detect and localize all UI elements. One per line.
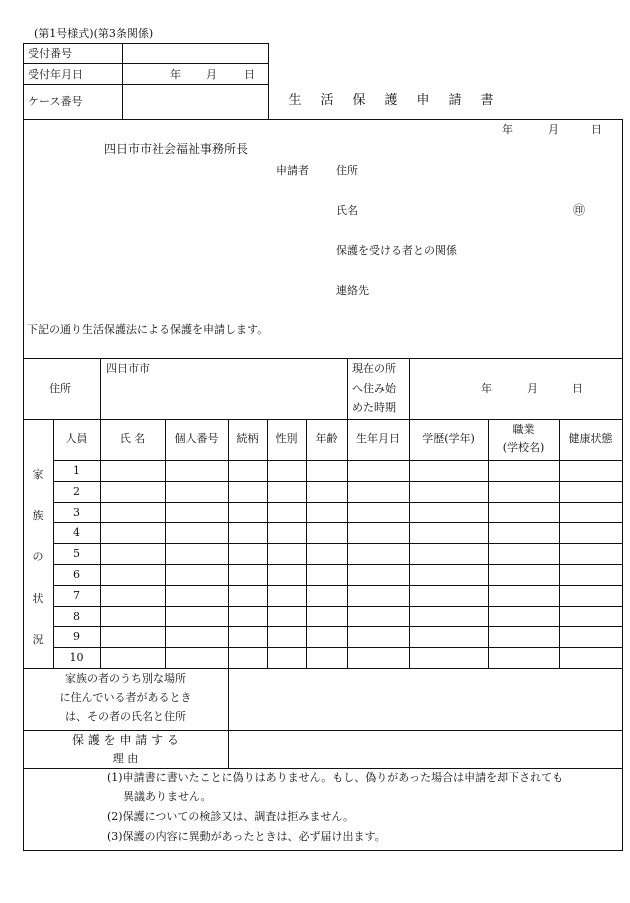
family-row-divider	[53, 481, 623, 482]
seal-mark: ㊞	[573, 203, 586, 217]
office-box-divider	[23, 84, 268, 85]
addressee: 四日市市社会福祉事務所長	[104, 142, 249, 156]
header-job-line2: (学校名)	[502, 441, 545, 454]
office-box-divider	[23, 63, 268, 64]
family-table-top-border	[23, 419, 623, 420]
residence-city: 四日市市	[106, 362, 150, 375]
family-row-divider	[53, 502, 623, 503]
family-row-divider	[53, 626, 623, 627]
header-birth-date: 生年月日	[356, 432, 400, 445]
applicant-address-label: 住所	[336, 164, 358, 177]
family-row-number: 7	[73, 589, 80, 602]
family-row-divider	[53, 522, 623, 523]
family-row-divider	[53, 564, 623, 565]
family-row-number: 10	[69, 651, 84, 664]
pledge-1-line2: 異議ありません。	[123, 790, 212, 803]
application-year-unit: 年	[502, 123, 513, 136]
family-row-number: 6	[73, 568, 80, 581]
applicant-label: 申請者	[276, 164, 309, 177]
header-health: 健康状態	[568, 432, 613, 445]
relation-label: 保護を受ける者との関係	[336, 244, 457, 257]
header-sex: 性別	[275, 432, 298, 445]
header-persons: 人員	[65, 432, 88, 445]
residence-since-line2: へ住み始	[352, 382, 396, 395]
family-side-label-char: 族	[32, 509, 44, 522]
family-side-label-char: 状	[32, 592, 44, 605]
receipt-month-unit: 月	[206, 68, 217, 81]
residence-day-unit: 日	[572, 382, 583, 395]
form-right-border	[622, 119, 623, 850]
family-column-divider	[409, 419, 410, 668]
family-side-label-char: 家	[32, 468, 44, 481]
residence-divider	[409, 358, 410, 419]
residence-since-line3: めた時期	[352, 401, 396, 414]
family-column-divider	[306, 419, 307, 668]
header-name: 氏 名	[119, 432, 146, 445]
family-row-number: 1	[73, 464, 80, 477]
pledge-3: (3)保護の内容に異動があったときは、必ず届け出ます。	[107, 830, 386, 843]
header-relation: 続柄	[236, 432, 259, 445]
office-box-left-border	[23, 43, 24, 119]
header-age: 年齢	[315, 432, 338, 445]
application-day-unit: 日	[591, 123, 602, 136]
family-row-number: 3	[73, 506, 80, 519]
pledges-top-border	[23, 768, 623, 769]
family-row-divider	[53, 647, 623, 648]
family-side-label-char: の	[32, 550, 44, 563]
receipt-day-unit: 日	[244, 68, 255, 81]
office-box-right-border	[268, 43, 269, 119]
family-column-divider	[559, 419, 560, 668]
application-month-unit: 月	[548, 123, 559, 136]
pledge-2: (2)保護についての検診又は、調査は拒みません。	[107, 810, 355, 823]
family-column-divider	[165, 419, 166, 668]
residence-year-unit: 年	[481, 382, 492, 395]
residence-divider	[100, 358, 101, 419]
family-row-divider	[53, 606, 623, 607]
reason-label-line2: 理 由	[112, 752, 139, 765]
office-box-column-divider	[122, 43, 123, 119]
form-bottom-border	[23, 850, 623, 851]
separate-label-line2: に住んでいる者があるとき	[59, 691, 192, 704]
receipt-number-label: 受付番号	[28, 47, 72, 60]
applicant-name-label: 氏名	[336, 204, 358, 217]
form-number-label: (第1号様式)(第3条関係)	[34, 27, 154, 40]
case-number-label: ケース番号	[28, 95, 83, 108]
header-job-line1: 職業	[512, 423, 535, 436]
contact-label: 連絡先	[336, 284, 369, 297]
header-education: 学歴(学年)	[422, 432, 475, 445]
residence-month-unit: 月	[527, 382, 538, 395]
separate-divider	[228, 668, 229, 768]
separate-label-line3: は、その者の氏名と住所	[65, 710, 186, 723]
document-title: 生 活 保 護 申 請 書	[288, 93, 494, 108]
family-row-number: 9	[73, 630, 80, 643]
office-box-top-border	[23, 43, 268, 44]
separate-top-border	[23, 668, 623, 669]
reason-label-line1: 保 護 を 申 請 す る	[72, 733, 179, 747]
receipt-year-unit: 年	[170, 68, 181, 81]
residence-top-border	[23, 358, 623, 359]
family-column-divider	[228, 419, 229, 668]
application-statement: 下記の通り生活保護法による保護を申請します。	[27, 323, 269, 336]
family-row-divider	[53, 543, 623, 544]
family-column-divider	[267, 419, 268, 668]
separate-label-line1: 家族の者のうち別な場所	[65, 672, 186, 685]
family-row-number: 5	[73, 547, 80, 560]
header-id-number: 個人番号	[174, 432, 219, 445]
pledge-1-line1: (1)申請書に書いたことに偽りはありません。もし、偽りがあった場合は申請を却下されても	[107, 771, 564, 784]
family-column-divider	[100, 419, 101, 668]
residence-address-label: 住所	[49, 382, 71, 395]
receipt-date-label: 受付年月日	[28, 68, 83, 81]
family-row-number: 4	[73, 526, 80, 539]
family-row-divider	[53, 585, 623, 586]
reason-top-border	[23, 730, 623, 731]
residence-since-line1: 現在の所	[352, 362, 396, 375]
family-side-label-char: 況	[32, 633, 44, 646]
residence-divider	[347, 358, 348, 419]
family-header-bottom-border	[53, 460, 623, 461]
form-top-border	[23, 119, 623, 120]
family-column-divider	[488, 419, 489, 668]
family-column-divider	[347, 419, 348, 668]
family-row-number: 2	[73, 485, 80, 498]
family-row-number: 8	[73, 610, 80, 623]
